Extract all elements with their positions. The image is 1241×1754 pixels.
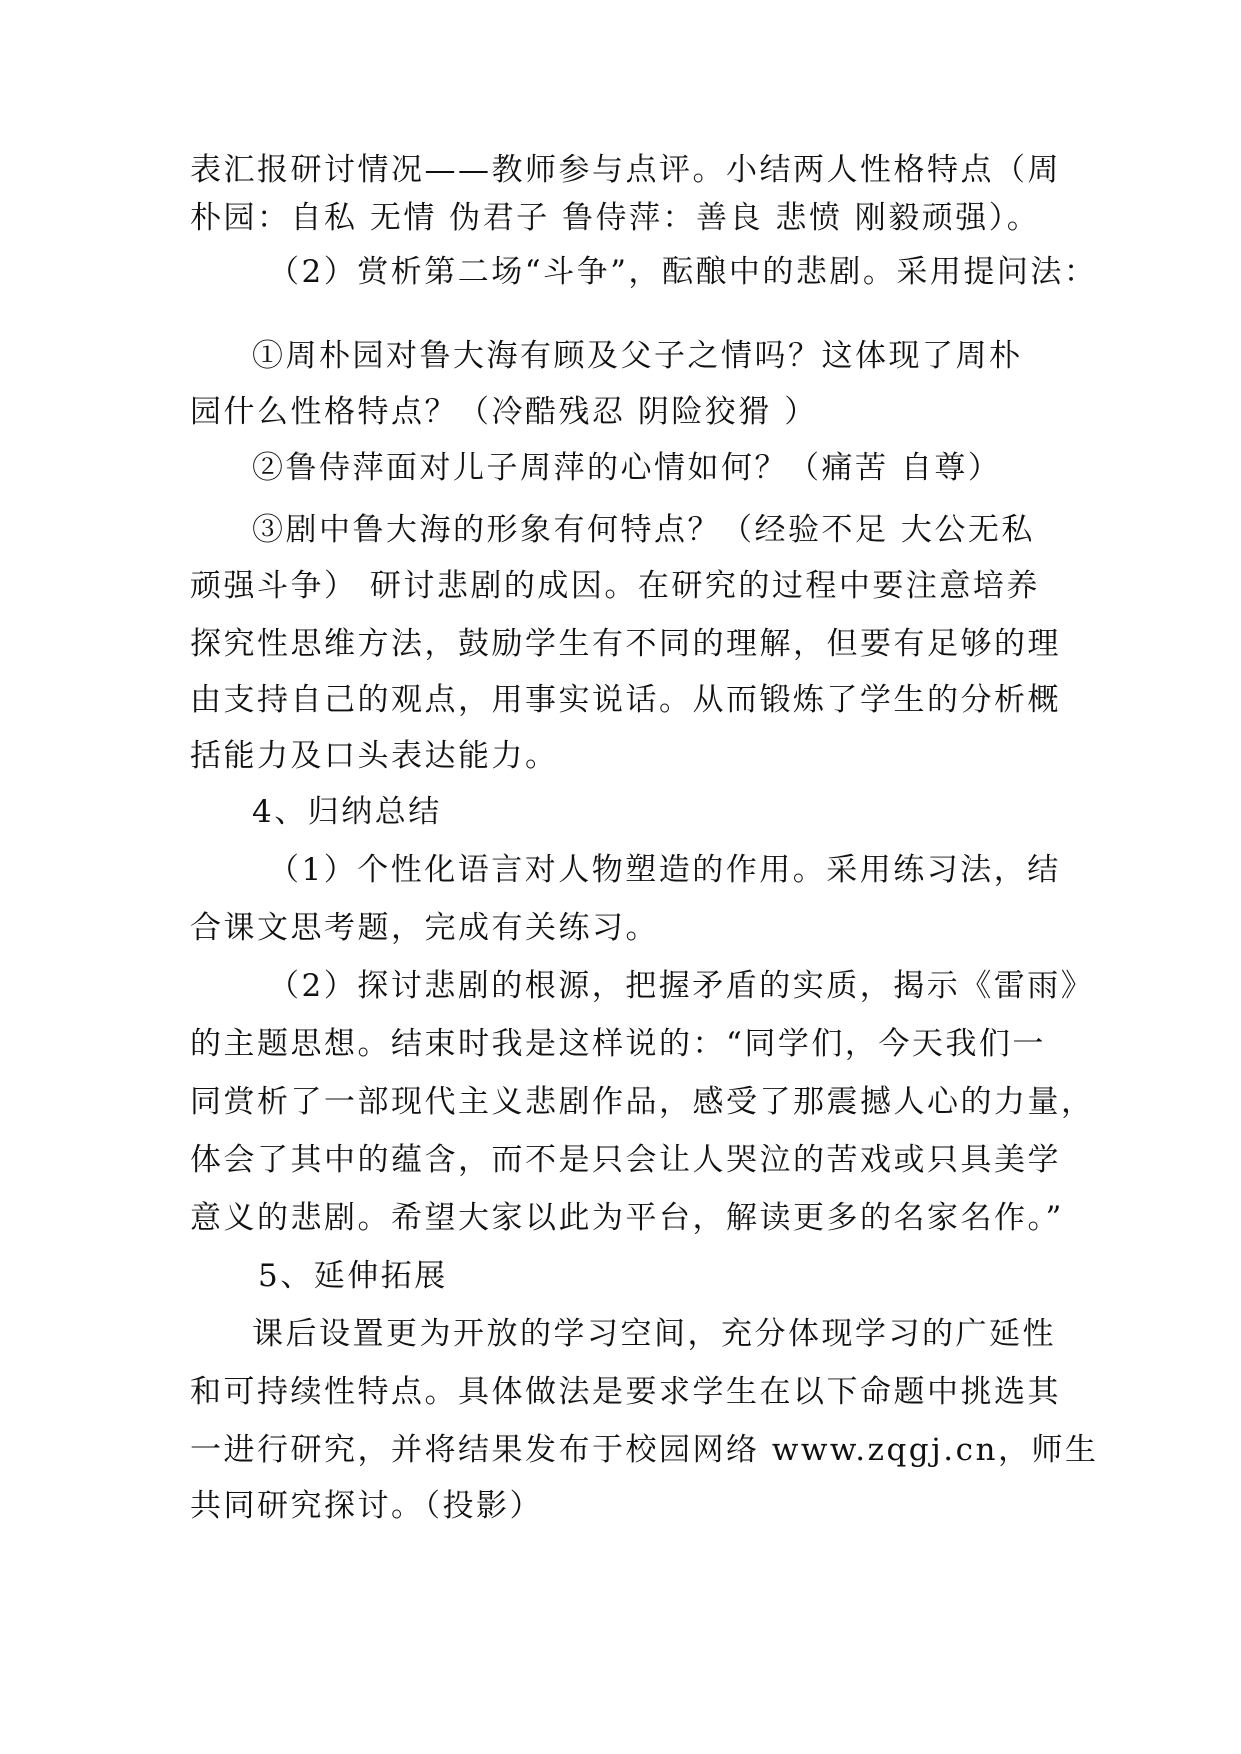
paragraph-line: 共同研究探讨。（投影） (190, 1488, 543, 1524)
paragraph-line: 意义的悲剧。希望大家以此为平台，解读更多的名家名作。” (190, 1200, 1064, 1236)
paragraph-line: 课后设置更为开放的学习空间，充分体现学习的广延性 (252, 1316, 1056, 1352)
paragraph-line: 体会了其中的蕴含，而不是只会让人哭泣的苦戏或只具美学 (190, 1142, 1061, 1178)
section-heading: 5、延伸拓展 (258, 1258, 448, 1294)
paragraph-line: 表汇报研讨情况——教师参与点评。小结两人性格特点（周 (190, 152, 1061, 188)
paragraph-line: ①周朴园对鲁大海有顾及父子之情吗？这体现了周朴 (252, 338, 1023, 374)
paragraph-line: 朴园：自私 无情 伪君子 鲁侍萍：善良 悲愤 刚毅顽强）。 (190, 200, 1041, 236)
section-heading: 4、归纳总结 (252, 794, 442, 830)
paragraph-line: 合课文思考题，完成有关练习。 (190, 910, 659, 946)
paragraph-line: （2）探讨悲剧的根源，把握矛盾的实质，揭示《雷雨》 (268, 968, 1095, 1004)
paragraph-line: ②鲁侍萍面对儿子周萍的心情如何？（痛苦 自尊） (252, 450, 1002, 486)
paragraph-line: （2）赏析第二场“斗争”，酝酿中的悲剧。采用提问法： (268, 254, 1098, 290)
paragraph-line: ③剧中鲁大海的形象有何特点？（经验不足 大公无私 (252, 512, 1035, 548)
paragraph-line: 的主题思想。结束时我是这样说的：“同学们，今天我们一 (190, 1026, 1046, 1062)
paragraph-line: 同赏析了一部现代主义悲剧作品，感受了那震撼人心的力量， (190, 1084, 1095, 1120)
paragraph-line: 探究性思维方法，鼓励学生有不同的理解，但要有足够的理 (190, 626, 1061, 662)
paragraph-line: （1）个性化语言对人物塑造的作用。采用练习法，结 (268, 852, 1061, 888)
paragraph-line: 一进行研究，并将结果发布于校园网络 www.zqgj.cn，师生 (190, 1432, 1099, 1468)
paragraph-line: 由支持自己的观点，用事实说话。从而锻炼了学生的分析概 (190, 682, 1061, 718)
paragraph-line: 和可持续性特点。具体做法是要求学生在以下命题中挑选其 (190, 1374, 1061, 1410)
paragraph-line: 园什么性格特点？（冷酷残忍 阴险狡猾 ） (190, 394, 818, 430)
paragraph-line: 顽强斗争） 研讨悲剧的成因。在研究的过程中要注意培养 (190, 568, 1040, 604)
paragraph-line: 括能力及口头表达能力。 (190, 738, 559, 774)
